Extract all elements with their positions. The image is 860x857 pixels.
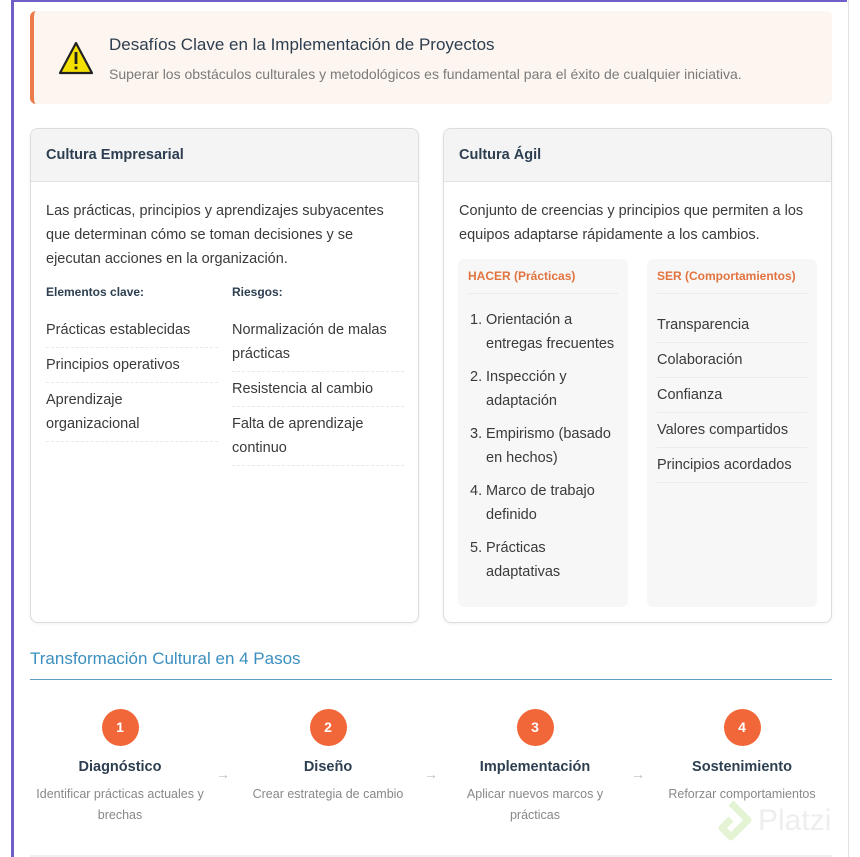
list-item: Prácticas adaptativas — [486, 540, 561, 580]
step-description: Crear estrategia de cambio — [252, 787, 404, 801]
step-description: Identificar prácticas actuales y brechas — [36, 787, 204, 822]
list-item: Transparencia — [657, 308, 807, 343]
arrow-right-icon: → — [424, 766, 438, 782]
alert-title: Desafíos Clave en la Implementación de Proyectos — [109, 35, 495, 54]
list-item: Resistencia al cambio — [232, 372, 404, 407]
list-item: Empirismo (basado en hechos) — [486, 426, 611, 466]
platzi-logo-icon — [710, 800, 752, 846]
step-title: Diagnóstico — [78, 759, 162, 775]
step-number-badge: 3 — [517, 709, 554, 746]
list-item: Valores compartidos — [657, 413, 807, 448]
section-divider — [30, 679, 832, 680]
alert-text: Superar los obstáculos culturales y metodológicos es fundamental para el éxito de cualquier iniciativa. — [109, 66, 742, 82]
list-item: Orientación a entregas frecuentes — [486, 312, 615, 352]
card-description: Conjunto de creencias y principios que permiten a los equipos adaptarse rápidamente a los cambios. — [459, 203, 804, 243]
challenge-alert — [30, 11, 832, 104]
watermark-text: Platzi — [758, 804, 832, 837]
hacer-list — [468, 308, 618, 584]
ser-box — [647, 259, 817, 607]
list-item: Principios operativos — [46, 348, 218, 383]
list-item: Falta de aprendizaje continuo — [232, 407, 404, 466]
list-item: Confianza — [657, 378, 807, 413]
elements-title: Elementos clave: — [46, 285, 145, 299]
warning-triangle-icon — [58, 41, 94, 75]
step-item — [445, 709, 625, 826]
elements-column — [46, 285, 218, 442]
arrow-right-icon: → — [216, 766, 230, 782]
list-item: Principios acordados — [657, 448, 807, 483]
section-title: Transformación Cultural en 4 Pasos — [30, 649, 301, 668]
list-item: Normalización de malas prácticas — [232, 313, 404, 372]
frame-right-border — [848, 0, 849, 857]
list-item: Inspección y adaptación — [486, 369, 567, 409]
list-item: Marco de trabajo definido — [486, 483, 595, 523]
frame-left-border — [11, 0, 14, 857]
hacer-title: HACER (Prácticas) — [468, 269, 618, 294]
card-cultura-empresarial — [30, 128, 419, 623]
risks-title: Riesgos: — [232, 285, 283, 299]
card-description: Las prácticas, principios y aprendizajes subyacentes que determinan cómo se toman decisiones y se ejecutan acciones en la organización. — [46, 203, 384, 267]
step-title: Implementación — [479, 759, 591, 775]
ser-list — [657, 308, 807, 483]
list-item: Prácticas establecidas — [46, 313, 218, 348]
card-title: Cultura Ágil — [444, 129, 831, 182]
step-item — [652, 709, 832, 805]
step-title: Diseño — [303, 759, 353, 775]
elements-list — [46, 313, 218, 442]
hacer-box — [458, 259, 628, 607]
card-cultura-agil — [443, 128, 832, 623]
ser-title: SER (Comportamientos) — [657, 269, 807, 294]
step-number-badge: 4 — [724, 709, 761, 746]
card-title: Cultura Empresarial — [31, 129, 418, 182]
frame-top-border — [11, 0, 847, 2]
list-item: Aprendizaje organizacional — [46, 383, 218, 442]
risks-column — [232, 285, 404, 466]
step-number-badge: 1 — [102, 709, 139, 746]
step-title: Sostenimiento — [692, 759, 792, 775]
platzi-watermark — [710, 800, 850, 848]
arrow-right-icon: → — [631, 766, 645, 782]
step-description: Aplicar nuevos marcos y prácticas — [466, 787, 604, 822]
step-item — [30, 709, 210, 826]
risks-list — [232, 313, 404, 466]
list-item: Colaboración — [657, 343, 807, 378]
step-item — [238, 709, 418, 805]
step-number-badge: 2 — [310, 709, 347, 746]
step-description: Reforzar comportamientos — [668, 787, 816, 801]
